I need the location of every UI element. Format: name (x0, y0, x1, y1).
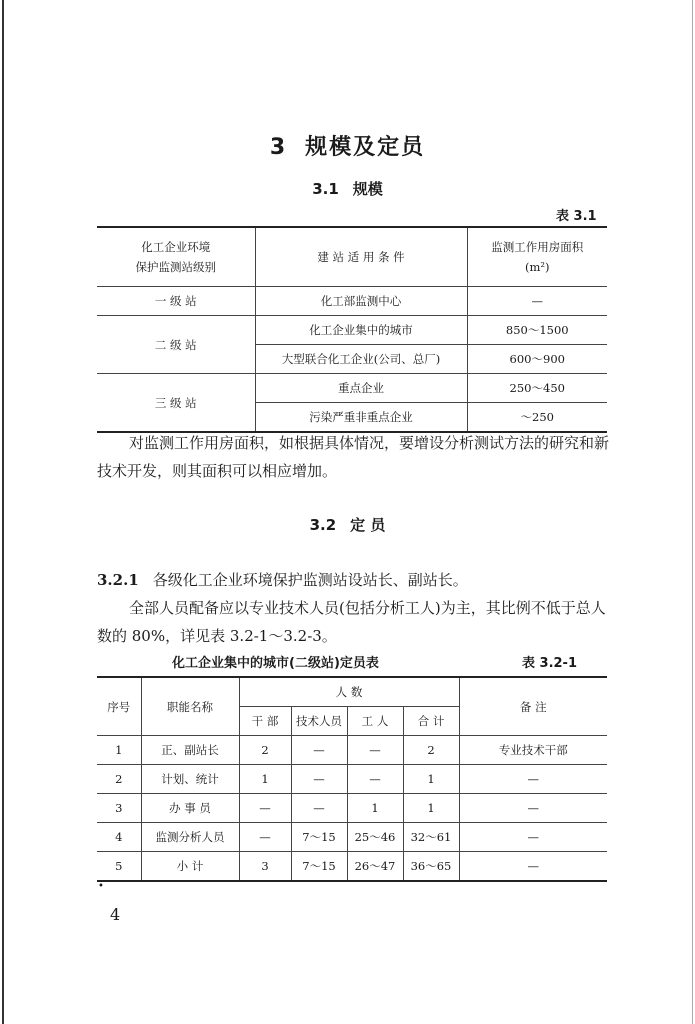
section-3-1-title (0, 178, 695, 199)
header-level-line2: 保护监测站级别 (135, 260, 216, 274)
table-row (97, 765, 607, 794)
header-cadre: 干 部 (239, 707, 291, 736)
cell-seq: 3 (97, 794, 141, 823)
table-header-row (97, 677, 607, 707)
cell-worker: 26～47 (347, 852, 403, 882)
cell-worker: — (347, 736, 403, 765)
paragraph-text: 对监测工作用房面积，如根据具体情况，要增设分析测试方法的研究和新技术开发，则其面积可以相应增加。 (97, 434, 610, 480)
cell-tech: 7～15 (291, 852, 347, 882)
cell-job: 监测分析人员 (141, 823, 239, 852)
header-remark: 备 注 (459, 677, 607, 736)
cell-total: 1 (403, 794, 459, 823)
cell-condition: 化工企业集中的城市 (255, 316, 467, 345)
header-job: 职能名称 (141, 677, 239, 736)
cell-seq: 5 (97, 852, 141, 882)
cell-condition: 大型联合化工企业(公司、总厂) (255, 345, 467, 374)
section-number: 3.1 (312, 180, 339, 198)
cell-worker: — (347, 765, 403, 794)
cell-total: 36～65 (403, 852, 459, 882)
cell-level: 二 级 站 (97, 316, 255, 374)
cell-remark: 专业技术干部 (459, 736, 607, 765)
page-number: 4 (110, 905, 121, 924)
table-row (97, 374, 607, 403)
cell-worker: 25～46 (347, 823, 403, 852)
header-count: 人 数 (239, 677, 459, 707)
cell-area: ～250 (467, 403, 607, 433)
stray-mark: • (98, 881, 104, 892)
table-row (97, 794, 607, 823)
table-row (97, 316, 607, 345)
header-total: 合 计 (403, 707, 459, 736)
paragraph-text: 全部人员配备应以专业技术人员(包括分析工人)为主，其比例不低于总人数的 80%，详见表 3.2-1～3.2-3。 (97, 599, 606, 645)
clause-number: 3.2.1 (97, 571, 139, 589)
clause-text: 各级化工企业环境保护监测站设站长、副站长。 (152, 571, 468, 589)
cell-job: 小 计 (141, 852, 239, 882)
cell-total: 32～61 (403, 823, 459, 852)
table-3-1 (97, 226, 607, 433)
table-3-1-label: 表 3.1 (556, 209, 597, 224)
cell-remark: — (459, 852, 607, 882)
cell-tech: — (291, 794, 347, 823)
paragraph-staffing (97, 594, 617, 650)
table-header-row (97, 227, 607, 287)
cell-remark: — (459, 794, 607, 823)
section-title-text: 规模 (352, 180, 383, 198)
table-3-2-1-label: 表 3.2-1 (522, 656, 577, 671)
section-number: 3.2 (309, 516, 337, 534)
cell-worker: 1 (347, 794, 403, 823)
table-row (97, 823, 607, 852)
table-3-2-1 (97, 676, 607, 882)
cell-total: 1 (403, 765, 459, 794)
cell-area: — (467, 287, 607, 316)
cell-cadre: 1 (239, 765, 291, 794)
header-area-line1: 监测工作用房面积 (491, 240, 584, 254)
chapter-title-text: 规模及定员 (305, 135, 426, 160)
table-row (97, 852, 607, 882)
cell-area: 850～1500 (467, 316, 607, 345)
header-tech: 技术人员 (291, 707, 347, 736)
cell-tech: 7～15 (291, 823, 347, 852)
cell-remark: — (459, 823, 607, 852)
header-area (467, 227, 607, 287)
chapter-title (0, 130, 695, 161)
header-seq: 序号 (97, 677, 141, 736)
cell-seq: 2 (97, 765, 141, 794)
cell-area: 600～900 (467, 345, 607, 374)
paragraph-area-note (97, 429, 617, 485)
cell-job: 正、副站长 (141, 736, 239, 765)
cell-cadre: 3 (239, 852, 291, 882)
table-3-2-1-caption: 化工企业集中的城市(二级站)定员表 (172, 656, 379, 671)
section-title-text: 定 员 (350, 516, 386, 534)
header-conditions: 建 站 适 用 条 件 (255, 227, 467, 287)
section-3-2-title (0, 514, 695, 535)
cell-seq: 1 (97, 736, 141, 765)
cell-job: 办 事 员 (141, 794, 239, 823)
cell-cadre: — (239, 823, 291, 852)
cell-job: 计划、统计 (141, 765, 239, 794)
cell-tech: — (291, 765, 347, 794)
cell-condition: 污染严重非重点企业 (255, 403, 467, 433)
cell-level: 一 级 站 (97, 287, 255, 316)
cell-condition: 化工部监测中心 (255, 287, 467, 316)
cell-seq: 4 (97, 823, 141, 852)
cell-level: 三 级 站 (97, 374, 255, 433)
cell-remark: — (459, 765, 607, 794)
header-level-line1: 化工企业环境 (141, 240, 211, 254)
chapter-number: 3 (269, 135, 288, 160)
cell-total: 2 (403, 736, 459, 765)
table-row (97, 287, 607, 316)
header-worker: 工 人 (347, 707, 403, 736)
cell-condition: 重点企业 (255, 374, 467, 403)
header-area-line2: (m²) (525, 260, 550, 274)
cell-cadre: — (239, 794, 291, 823)
cell-tech: — (291, 736, 347, 765)
header-level (97, 227, 255, 287)
cell-cadre: 2 (239, 736, 291, 765)
clause-3-2-1 (97, 566, 617, 594)
cell-area: 250～450 (467, 374, 607, 403)
table-row (97, 736, 607, 765)
